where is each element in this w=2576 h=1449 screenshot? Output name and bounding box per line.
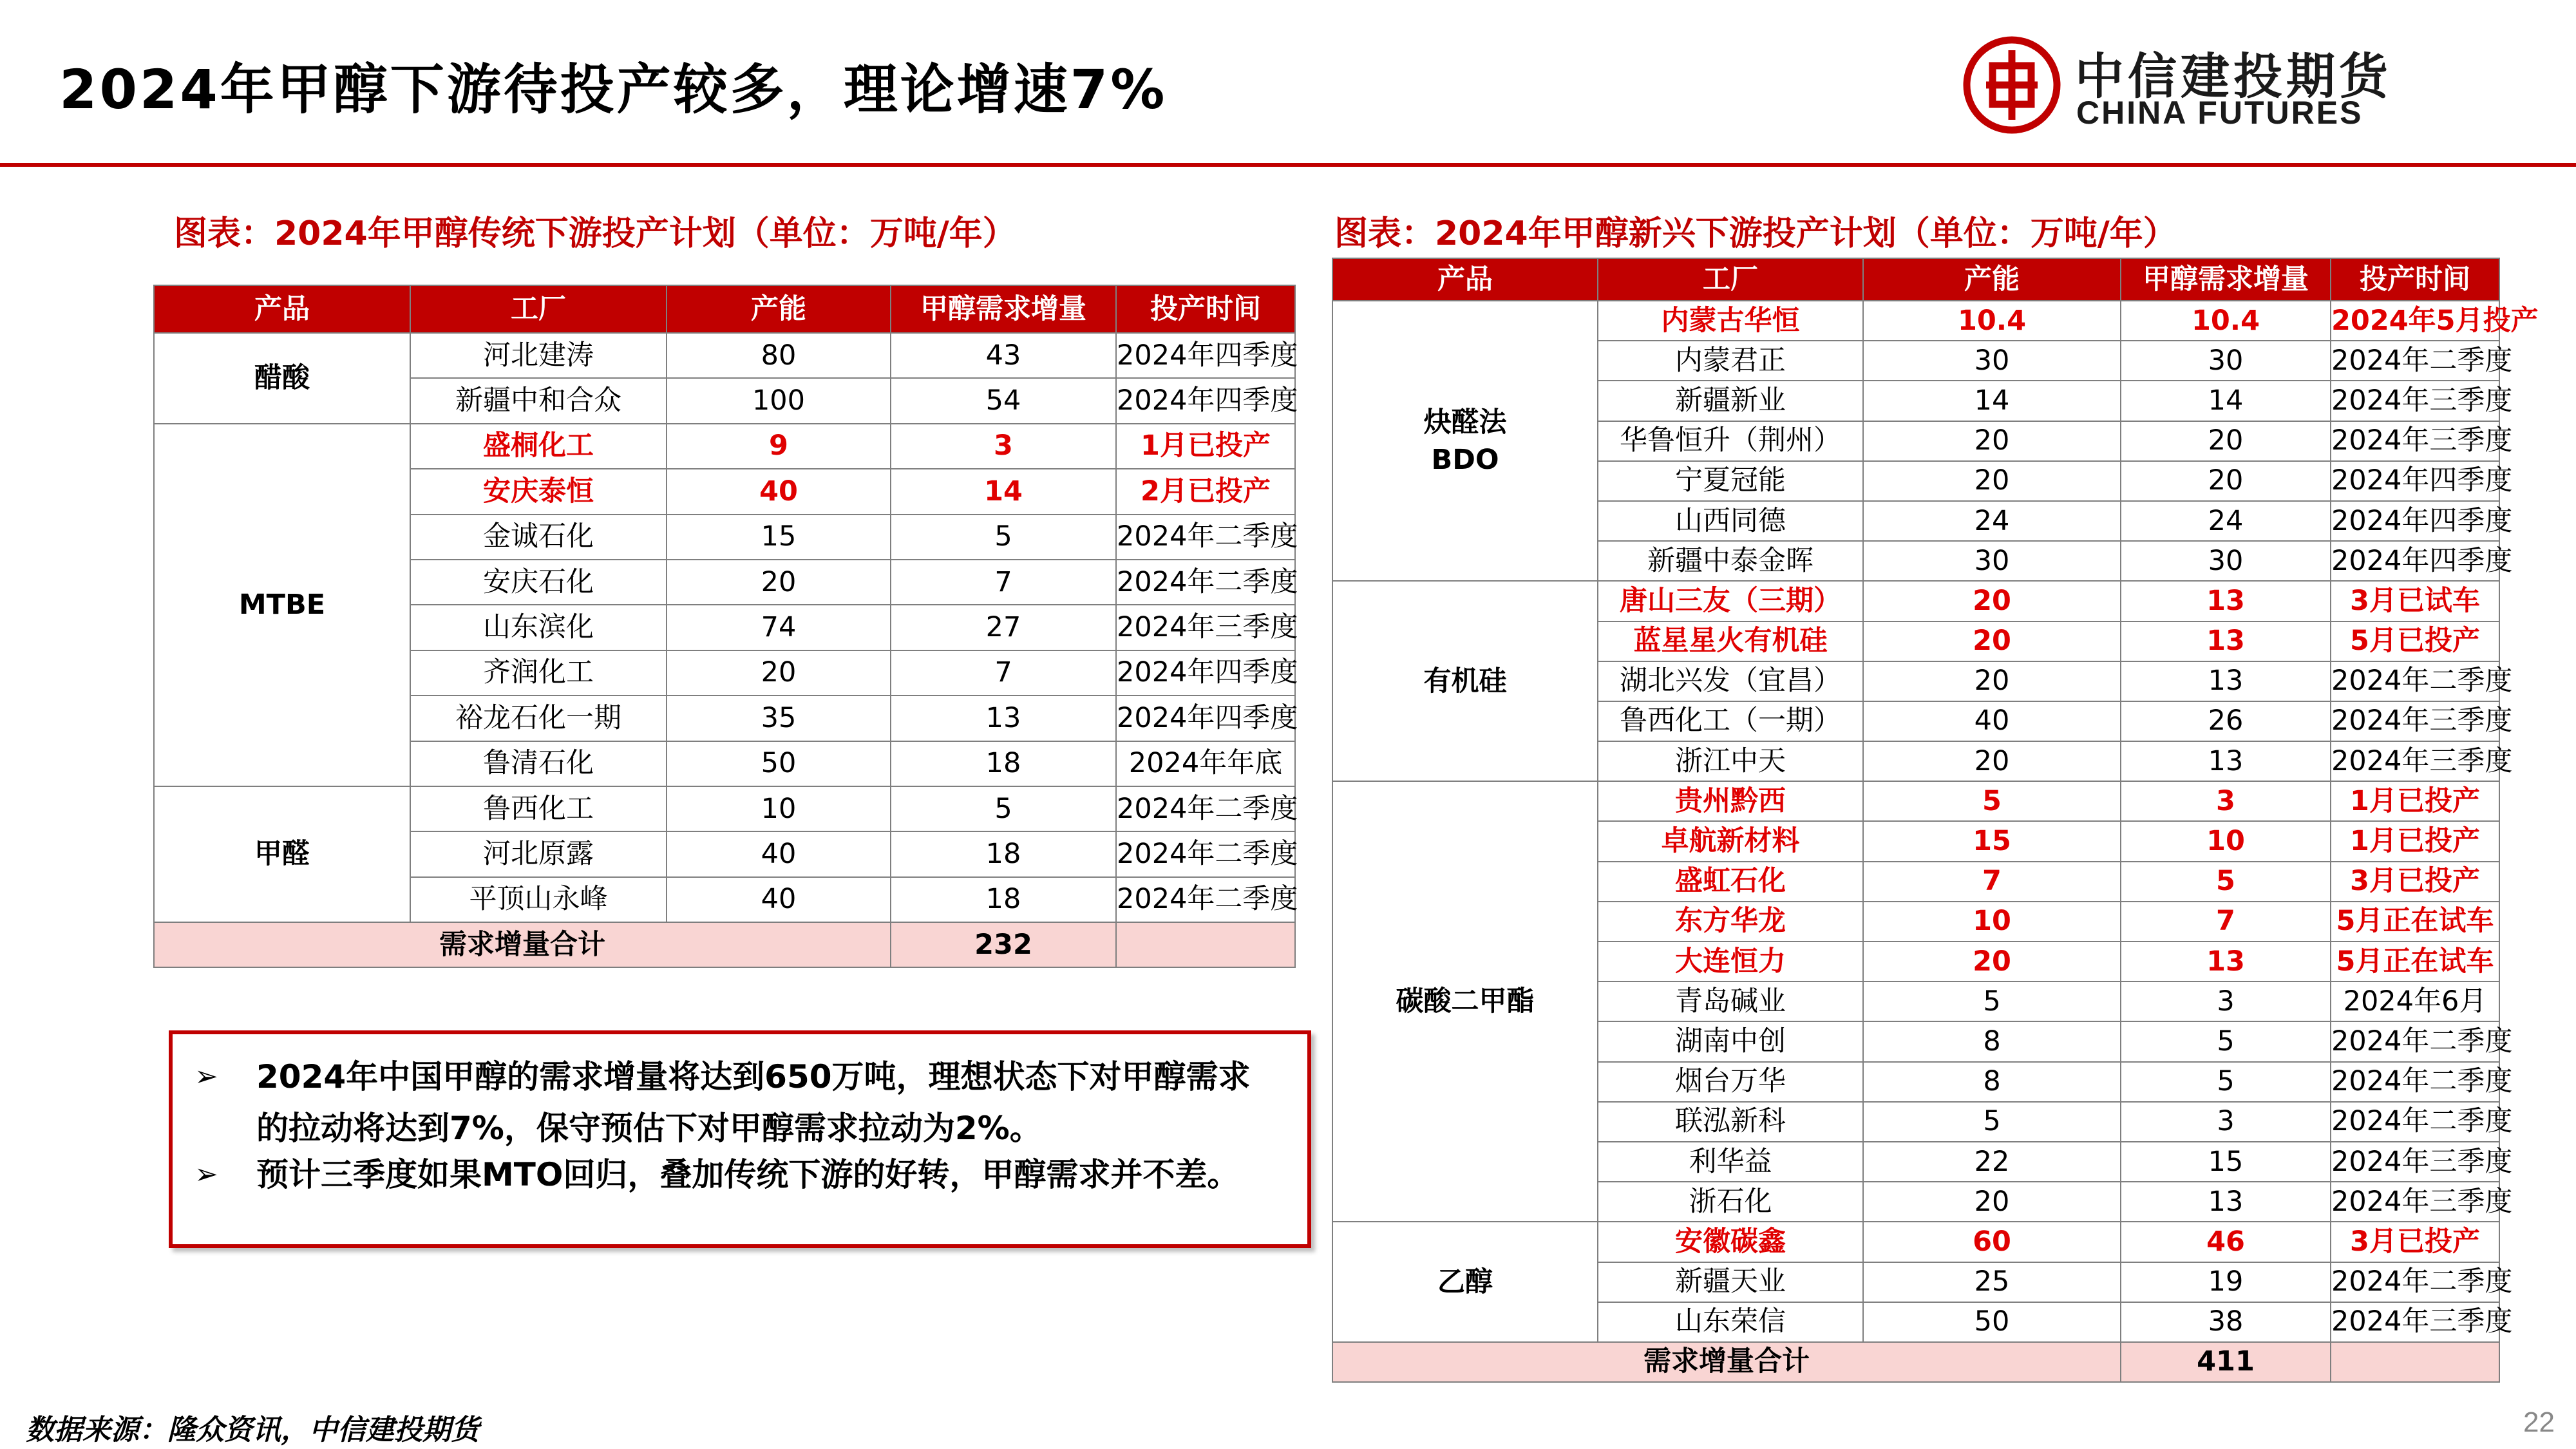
capacity-cell: 30	[1863, 541, 2121, 581]
demand-cell: 15	[2121, 1142, 2331, 1182]
demand-cell: 10	[2121, 821, 2331, 861]
factory-cell: 青岛碱业	[1598, 981, 1863, 1021]
demand-cell: 13	[2121, 581, 2331, 621]
factory-cell: 卓航新材料	[1598, 821, 1863, 861]
total-row	[154, 922, 1295, 967]
arrow-bullet-icon: ➢	[194, 1060, 218, 1093]
demand-cell: 18	[891, 831, 1116, 876]
column-header: 甲醇需求增量	[891, 285, 1116, 333]
demand-cell: 27	[891, 605, 1116, 650]
start-time-cell: 2024年四季度	[2331, 461, 2499, 501]
capacity-cell: 20	[1863, 942, 2121, 981]
demand-cell: 10.4	[2121, 301, 2331, 341]
capacity-cell: 20	[1863, 461, 2121, 501]
capacity-cell: 10	[1863, 902, 2121, 942]
capacity-cell: 8	[1863, 1021, 2121, 1061]
capacity-cell: 14	[1863, 381, 2121, 421]
capacity-cell: 25	[1863, 1262, 2121, 1302]
category-cell: 有机硅	[1332, 581, 1598, 781]
total-value: 411	[2121, 1342, 2331, 1382]
start-time-cell: 2024年二季度	[1116, 515, 1295, 560]
start-time-cell: 2024年四季度	[1116, 696, 1295, 741]
category-cell: MTBE	[154, 424, 410, 786]
capacity-cell: 20	[1863, 661, 2121, 701]
capacity-cell: 5	[1863, 981, 2121, 1021]
capacity-cell: 20	[1863, 581, 2121, 621]
column-header: 甲醇需求增量	[2121, 258, 2331, 301]
start-time-cell: 2024年二季度	[2331, 1062, 2499, 1102]
start-time-cell: 2024年四季度	[1116, 650, 1295, 696]
capacity-cell: 30	[1863, 341, 2121, 381]
demand-cell: 7	[2121, 902, 2331, 942]
category-cell: 甲醛	[154, 786, 410, 922]
capacity-cell: 5	[1863, 781, 2121, 821]
factory-cell: 裕龙石化一期	[410, 696, 667, 741]
factory-cell: 河北原露	[410, 831, 667, 876]
demand-cell: 13	[2121, 741, 2331, 781]
demand-cell: 5	[2121, 1062, 2331, 1102]
capacity-cell: 40	[1863, 701, 2121, 741]
table-row	[154, 424, 1295, 469]
capacity-cell: 74	[667, 605, 891, 650]
page-number: 22	[2523, 1406, 2555, 1438]
demand-cell: 26	[2121, 701, 2331, 741]
capacity-cell: 20	[1863, 621, 2121, 661]
factory-cell: 平顶山永峰	[410, 877, 667, 922]
demand-cell: 3	[2121, 781, 2331, 821]
demand-cell: 30	[2121, 541, 2331, 581]
column-header: 投产时间	[1116, 285, 1295, 333]
factory-cell: 内蒙君正	[1598, 341, 1863, 381]
table-row	[1332, 301, 2499, 341]
demand-cell: 7	[891, 560, 1116, 605]
demand-cell: 14	[891, 469, 1116, 514]
demand-cell: 18	[891, 741, 1116, 786]
factory-cell: 湖北兴发（宜昌）	[1598, 661, 1863, 701]
start-time-cell: 2024年三季度	[2331, 1302, 2499, 1342]
demand-cell: 24	[2121, 501, 2331, 541]
demand-cell: 5	[2121, 1021, 2331, 1061]
demand-cell: 54	[891, 378, 1116, 423]
demand-cell: 3	[2121, 1102, 2331, 1142]
start-time-cell: 2024年年底	[1116, 741, 1295, 786]
capacity-cell: 15	[1863, 821, 2121, 861]
demand-cell: 13	[2121, 1182, 2331, 1222]
demand-cell: 3	[891, 424, 1116, 469]
demand-cell: 3	[2121, 981, 2331, 1021]
capacity-cell: 80	[667, 333, 891, 378]
start-time-cell: 1月已投产	[2331, 781, 2499, 821]
arrow-bullet-icon: ➢	[194, 1158, 218, 1191]
start-time-cell: 2024年5月投产	[2331, 301, 2499, 341]
header-divider	[0, 163, 2576, 167]
factory-cell: 鲁西化工（一期）	[1598, 701, 1863, 741]
demand-cell: 5	[891, 515, 1116, 560]
note-text: 预计三季度如果MTO回归，叠加传统下游的好转，甲醇需求并不差。	[256, 1156, 1240, 1193]
factory-cell: 金诚石化	[410, 515, 667, 560]
demand-cell: 5	[891, 786, 1116, 831]
total-empty-cell	[2331, 1342, 2499, 1382]
capacity-cell: 9	[667, 424, 891, 469]
factory-cell: 新疆中和合众	[410, 378, 667, 423]
start-time-cell: 2月已投产	[1116, 469, 1295, 514]
demand-cell: 13	[891, 696, 1116, 741]
capacity-cell: 50	[1863, 1302, 2121, 1342]
start-time-cell: 2024年三季度	[2331, 381, 2499, 421]
factory-cell: 鲁西化工	[410, 786, 667, 831]
total-label: 需求增量合计	[1332, 1342, 2121, 1382]
brand-name-en: CHINA FUTURES	[2076, 95, 2363, 131]
table-header-row	[154, 285, 1295, 333]
slide-title: 2024年甲醇下游待投产较多，理论增速7%	[59, 58, 1168, 121]
factory-cell: 新疆中泰金晖	[1598, 541, 1863, 581]
demand-cell: 5	[2121, 862, 2331, 902]
capacity-cell: 20	[1863, 1182, 2121, 1222]
factory-cell: 浙石化	[1598, 1182, 1863, 1222]
capacity-cell: 40	[667, 469, 891, 514]
capacity-cell: 35	[667, 696, 891, 741]
factory-cell: 大连恒力	[1598, 942, 1863, 981]
table2-caption: 图表：2024年甲醇新兴下游投产计划（单位：万吨/年）	[1334, 214, 2177, 253]
demand-cell: 20	[2121, 461, 2331, 501]
capacity-cell: 24	[1863, 501, 2121, 541]
brand-name-cn: 中信建投期货	[2075, 48, 2392, 105]
start-time-cell: 2024年三季度	[2331, 421, 2499, 461]
factory-cell: 唐山三友（三期）	[1598, 581, 1863, 621]
demand-cell: 18	[891, 877, 1116, 922]
category-cell: 醋酸	[154, 333, 410, 424]
start-time-cell: 2024年二季度	[1116, 877, 1295, 922]
start-time-cell: 5月正在试车	[2331, 902, 2499, 942]
factory-cell: 华鲁恒升（荆州）	[1598, 421, 1863, 461]
factory-cell: 山西同德	[1598, 501, 1863, 541]
column-header: 产品	[154, 285, 410, 333]
capacity-cell: 20	[1863, 741, 2121, 781]
start-time-cell: 2024年四季度	[2331, 501, 2499, 541]
total-label: 需求增量合计	[154, 922, 891, 967]
table-header-row	[1332, 258, 2499, 301]
start-time-cell: 5月正在试车	[2331, 942, 2499, 981]
factory-cell: 盛虹石化	[1598, 862, 1863, 902]
factory-cell: 新疆天业	[1598, 1262, 1863, 1302]
start-time-cell: 1月已投产	[1116, 424, 1295, 469]
total-value: 232	[891, 922, 1116, 967]
factory-cell: 烟台万华	[1598, 1062, 1863, 1102]
capacity-cell: 40	[667, 831, 891, 876]
start-time-cell: 3月已试车	[2331, 581, 2499, 621]
capacity-cell: 15	[667, 515, 891, 560]
start-time-cell: 2024年三季度	[1116, 605, 1295, 650]
category-cell: 炔醛法 BDO	[1332, 301, 1598, 581]
demand-cell: 7	[891, 650, 1116, 696]
factory-cell: 蓝星星火有机硅	[1598, 621, 1863, 661]
column-header: 产能	[1863, 258, 2121, 301]
table-row	[1332, 581, 2499, 621]
table1-caption: 图表：2024年甲醇传统下游投产计划（单位：万吨/年）	[174, 214, 1016, 253]
capacity-cell: 20	[667, 650, 891, 696]
factory-cell: 安庆石化	[410, 560, 667, 605]
citic-logo-icon	[1963, 36, 2061, 134]
total-empty-cell	[1116, 922, 1295, 967]
capacity-cell: 7	[1863, 862, 2121, 902]
factory-cell: 贵州黔西	[1598, 781, 1863, 821]
demand-cell: 13	[2121, 661, 2331, 701]
start-time-cell: 5月已投产	[2331, 621, 2499, 661]
start-time-cell: 2024年四季度	[1116, 333, 1295, 378]
brand-logo	[1963, 33, 2530, 137]
capacity-cell: 10	[667, 786, 891, 831]
factory-cell: 内蒙古华恒	[1598, 301, 1863, 341]
start-time-cell: 2024年二季度	[1116, 560, 1295, 605]
note-text: 2024年中国甲醇的需求增量将达到650万吨，理想状态下对甲醇需求的拉动将达到7%，保守预估下对甲醇需求拉动为2%。	[256, 1058, 1251, 1147]
table-row	[1332, 1222, 2499, 1262]
capacity-cell: 5	[1863, 1102, 2121, 1142]
table-row	[154, 786, 1295, 831]
factory-cell: 新疆新业	[1598, 381, 1863, 421]
demand-cell: 30	[2121, 341, 2331, 381]
column-header: 工厂	[410, 285, 667, 333]
column-header: 产能	[667, 285, 891, 333]
demand-cell: 13	[2121, 942, 2331, 981]
traditional-downstream-table	[153, 285, 1296, 968]
factory-cell: 利华益	[1598, 1142, 1863, 1182]
capacity-cell: 60	[1863, 1222, 2121, 1262]
start-time-cell: 2024年三季度	[2331, 701, 2499, 741]
factory-cell: 齐润化工	[410, 650, 667, 696]
data-source-note: 数据来源：隆众资讯，中信建投期货	[26, 1414, 479, 1446]
column-header: 工厂	[1598, 258, 1863, 301]
factory-cell: 山东滨化	[410, 605, 667, 650]
demand-cell: 43	[891, 333, 1116, 378]
table-row	[1332, 781, 2499, 821]
column-header: 投产时间	[2331, 258, 2499, 301]
start-time-cell: 2024年三季度	[2331, 741, 2499, 781]
capacity-cell: 100	[667, 378, 891, 423]
demand-cell: 14	[2121, 381, 2331, 421]
factory-cell: 浙江中天	[1598, 741, 1863, 781]
capacity-cell: 20	[667, 560, 891, 605]
start-time-cell: 2024年四季度	[2331, 541, 2499, 581]
demand-cell: 13	[2121, 621, 2331, 661]
start-time-cell: 2024年三季度	[2331, 1182, 2499, 1222]
capacity-cell: 40	[667, 877, 891, 922]
factory-cell: 宁夏冠能	[1598, 461, 1863, 501]
factory-cell: 鲁清石化	[410, 741, 667, 786]
start-time-cell: 2024年6月	[2331, 981, 2499, 1021]
start-time-cell: 2024年二季度	[1116, 786, 1295, 831]
factory-cell: 山东荣信	[1598, 1302, 1863, 1342]
factory-cell: 湖南中创	[1598, 1021, 1863, 1061]
start-time-cell: 3月已投产	[2331, 1222, 2499, 1262]
demand-cell: 20	[2121, 421, 2331, 461]
capacity-cell: 20	[1863, 421, 2121, 461]
category-cell: 碳酸二甲酯	[1332, 781, 1598, 1222]
start-time-cell: 2024年二季度	[2331, 661, 2499, 701]
emerging-downstream-table	[1332, 258, 2539, 1383]
capacity-cell: 10.4	[1863, 301, 2121, 341]
start-time-cell: 2024年三季度	[2331, 1142, 2499, 1182]
start-time-cell: 2024年二季度	[1116, 831, 1295, 876]
column-header: 产品	[1332, 258, 1598, 301]
demand-cell: 46	[2121, 1222, 2331, 1262]
factory-cell: 盛桐化工	[410, 424, 667, 469]
capacity-cell: 8	[1863, 1062, 2121, 1102]
capacity-cell: 50	[667, 741, 891, 786]
summary-note-box	[169, 1030, 1311, 1248]
category-cell: 乙醇	[1332, 1222, 1598, 1342]
factory-cell: 联泓新科	[1598, 1102, 1863, 1142]
factory-cell: 东方华龙	[1598, 902, 1863, 942]
start-time-cell: 2024年二季度	[2331, 341, 2499, 381]
table-row	[154, 333, 1295, 378]
start-time-cell: 2024年二季度	[2331, 1262, 2499, 1302]
total-row	[1332, 1342, 2499, 1382]
factory-cell: 安庆泰恒	[410, 469, 667, 514]
factory-cell: 安徽碳鑫	[1598, 1222, 1863, 1262]
start-time-cell: 2024年二季度	[2331, 1021, 2499, 1061]
start-time-cell: 3月已投产	[2331, 862, 2499, 902]
start-time-cell: 1月已投产	[2331, 821, 2499, 861]
demand-cell: 19	[2121, 1262, 2331, 1302]
start-time-cell: 2024年二季度	[2331, 1102, 2499, 1142]
capacity-cell: 22	[1863, 1142, 2121, 1182]
factory-cell: 河北建涛	[410, 333, 667, 378]
demand-cell: 38	[2121, 1302, 2331, 1342]
start-time-cell: 2024年四季度	[1116, 378, 1295, 423]
